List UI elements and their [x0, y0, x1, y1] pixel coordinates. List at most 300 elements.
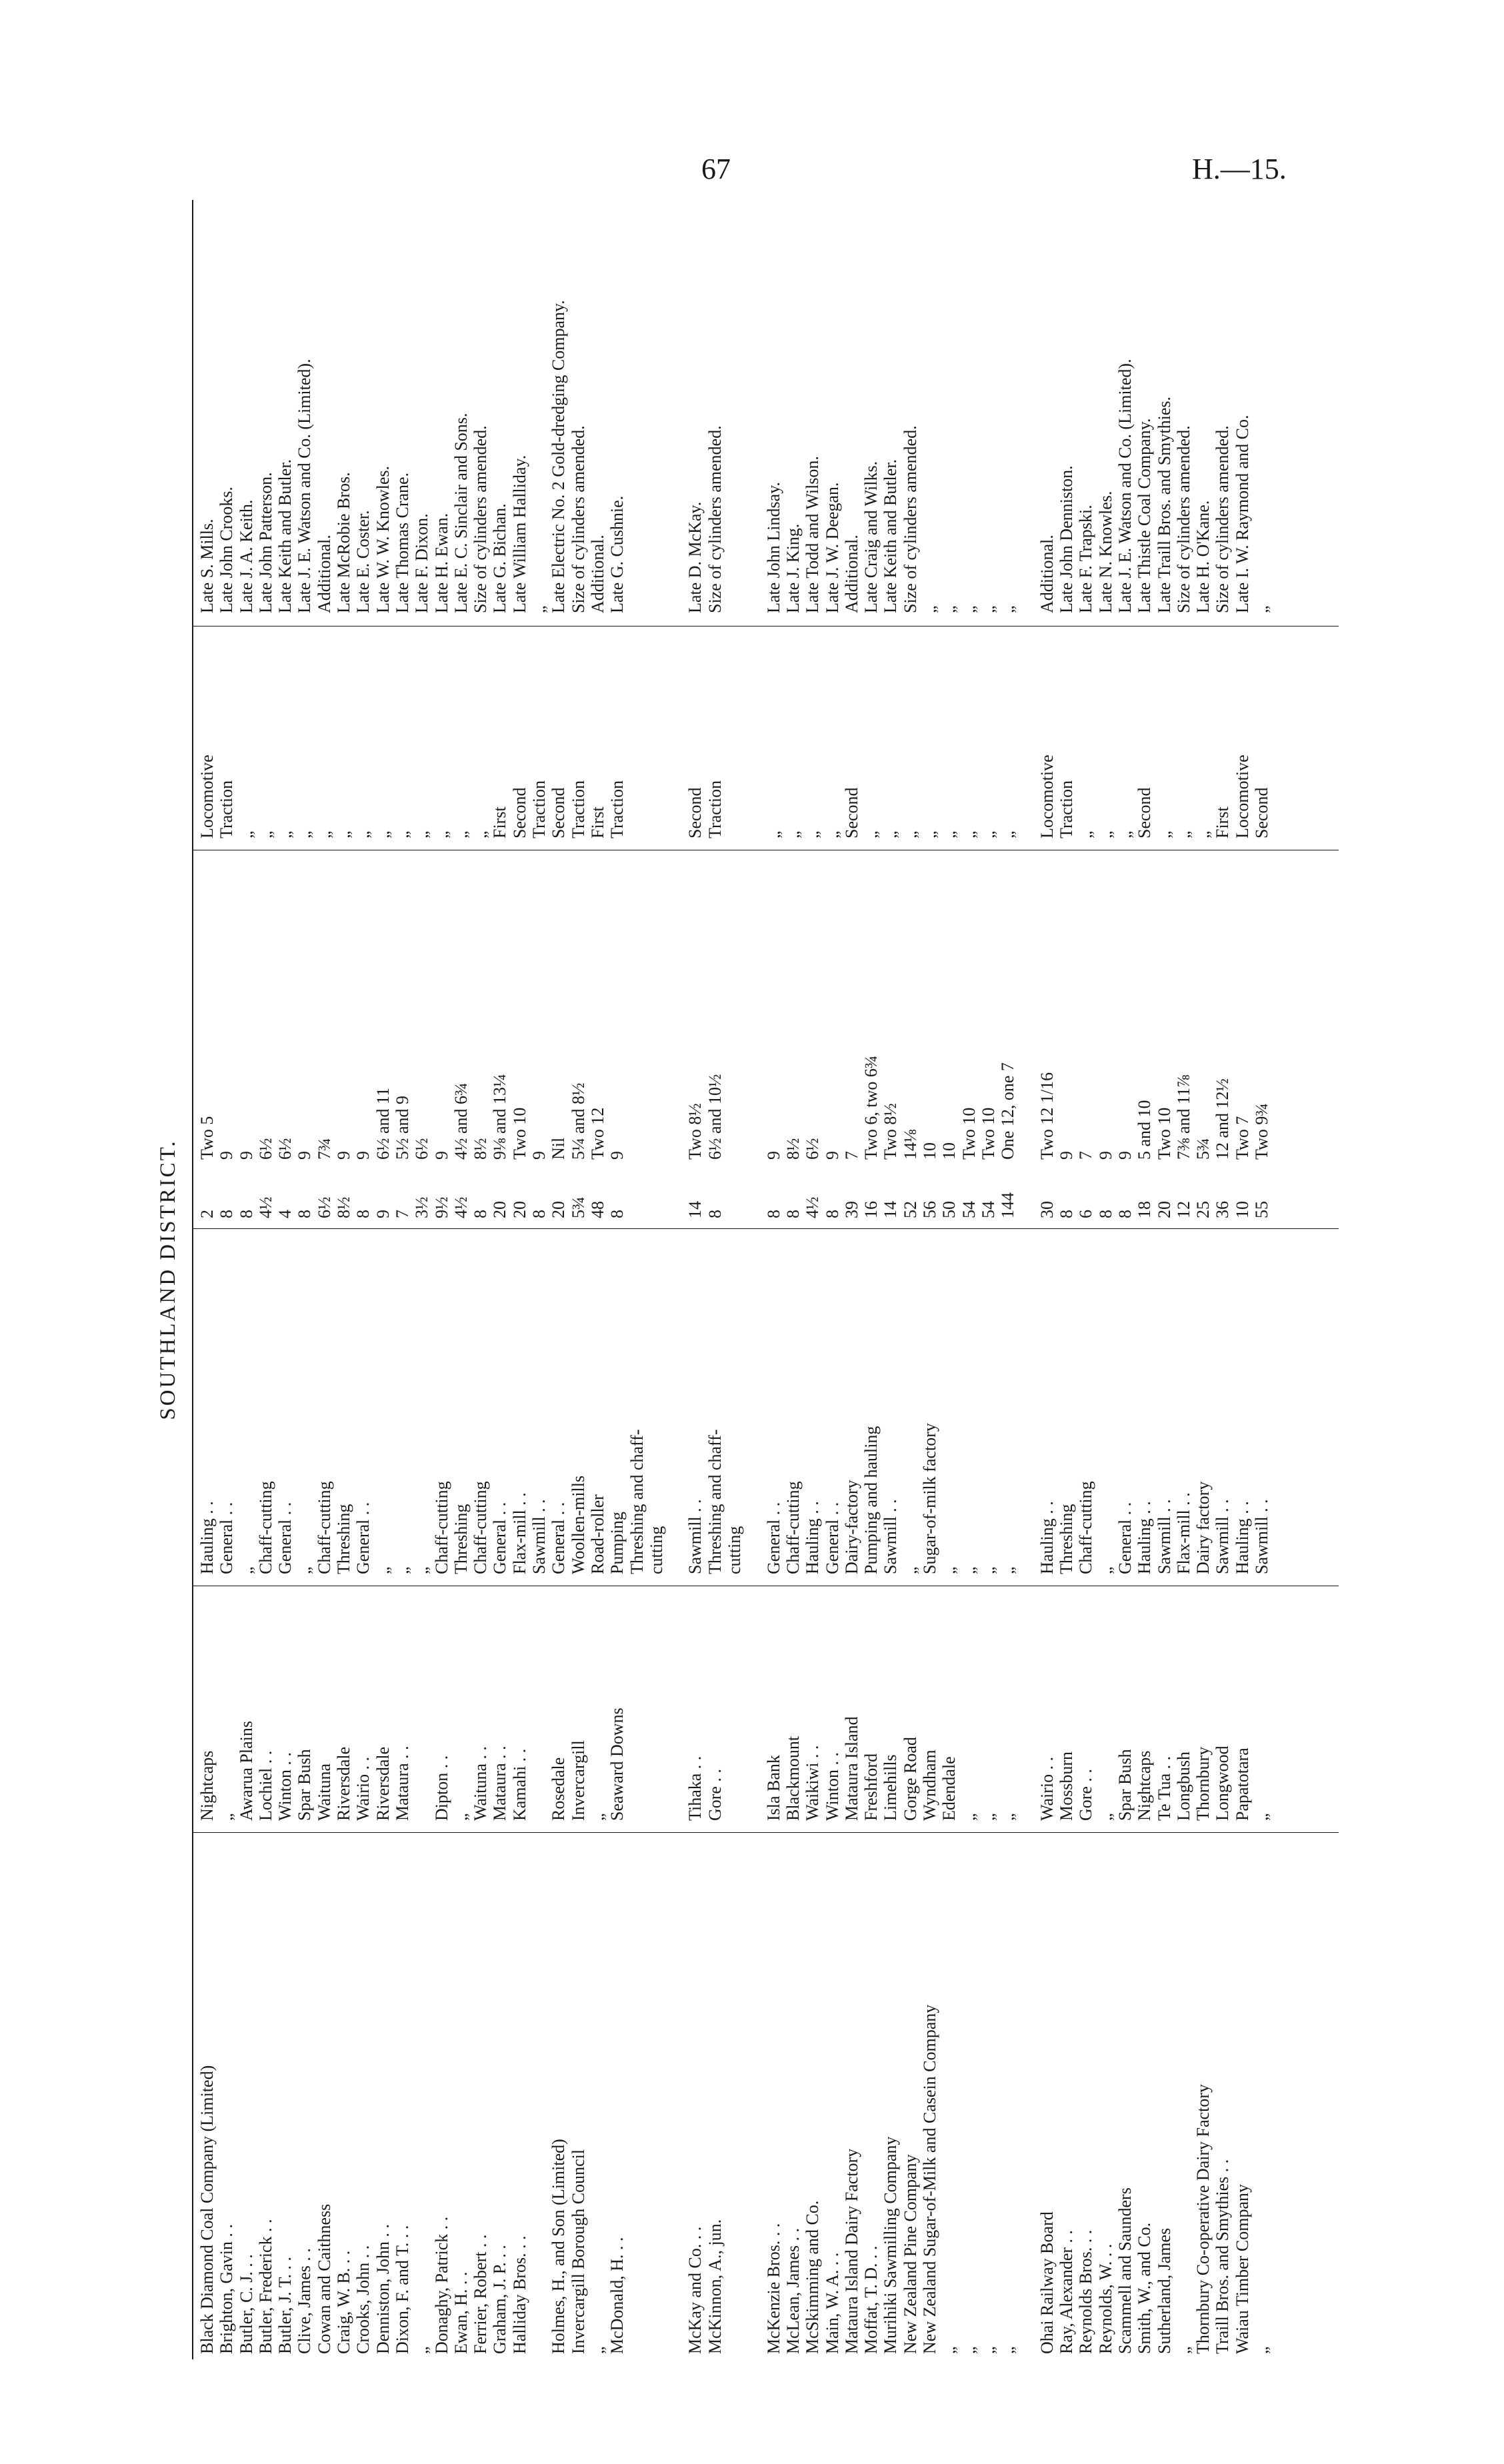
table-row [627, 200, 647, 2359]
class-cell: „ [803, 830, 823, 838]
horsepower-cell: 2 [197, 1210, 217, 1218]
owner-cell: „ [1173, 2346, 1193, 2354]
owner-cell: Butler, C. J. . . [236, 2254, 256, 2354]
table-row [823, 200, 842, 2359]
owner-cell: Clive, James . . [295, 2248, 315, 2354]
use-cell: „ [939, 1566, 959, 1574]
class-cell: „ [236, 830, 256, 838]
horsepower-cell: 56 [919, 1201, 939, 1218]
class-cell: „ [334, 830, 354, 838]
horsepower-cell: 9 [373, 1210, 393, 1218]
cylinders-cell: 10 [919, 1142, 939, 1160]
cylinders-cell: 7¾ [314, 1138, 334, 1160]
remarks-cell: Late John Denniston. [1057, 465, 1077, 613]
locality-cell: Riversdale [334, 1746, 354, 1821]
use-cell: General . . [275, 1502, 295, 1574]
remarks-cell: Late W. W. Knowles. [373, 466, 393, 613]
horsepower-cell: 30 [1037, 1201, 1057, 1218]
locality-cell: Mataura . . [490, 1746, 510, 1821]
remarks-cell: „ [998, 605, 1018, 613]
class-cell: „ [412, 830, 432, 838]
cylinders-cell: 5 and 10 [1135, 1100, 1155, 1160]
class-cell: „ [919, 830, 939, 838]
class-cell: „ [900, 830, 920, 838]
horsepower-cell: 18 [1135, 1201, 1155, 1218]
use-cell: General . . [549, 1502, 569, 1574]
table-row [1174, 200, 1193, 2359]
cylinders-cell: 6½ [255, 1138, 275, 1160]
horsepower-cell: 54 [978, 1201, 998, 1218]
table-row [861, 200, 881, 2359]
table-row [217, 200, 236, 2359]
use-cell: Hauling . . [1037, 1501, 1057, 1574]
class-cell: „ [1193, 830, 1213, 838]
use-cell: Dairy factory [1193, 1481, 1213, 1574]
row-gap [1017, 200, 1037, 2359]
remarks-cell: Late F. Trapski. [1076, 505, 1096, 613]
cylinders-cell: 5¼ and 8½ [568, 1082, 588, 1160]
class-cell: „ [392, 830, 412, 838]
use-cell: Chaff-cutting [255, 1481, 275, 1574]
locality-cell: Tihaka . . [685, 1756, 705, 1821]
table-row [471, 200, 490, 2359]
locality-cell: Waituna [314, 1764, 334, 1821]
table-row [783, 200, 803, 2359]
cylinders-cell: Two 10 [978, 1107, 998, 1160]
owner-cell: Moffat, T. D. . . [861, 2245, 881, 2354]
locality-cell: „ [998, 1813, 1018, 1821]
use-cell: Flax-mill . . [509, 1492, 529, 1574]
table-row [1155, 200, 1174, 2359]
table-row [353, 200, 373, 2359]
horsepower-cell: 8 [217, 1210, 237, 1218]
class-cell: Traction [607, 780, 627, 838]
class-cell: „ [471, 830, 491, 838]
remarks-cell: „ [978, 605, 998, 613]
table-row [920, 200, 939, 2359]
remarks-cell: Late William Halliday. [509, 455, 529, 613]
table-row [1096, 200, 1115, 2359]
class-cell: „ [978, 830, 998, 838]
table-row [647, 200, 666, 2359]
use-cell: „ [959, 1566, 979, 1574]
remarks-cell: Late J. E. Watson and Co. (Limited). [1115, 359, 1135, 613]
horsepower-cell: 52 [900, 1201, 920, 1218]
table-row [1252, 200, 1271, 2359]
locality-cell: Longbush [1173, 1752, 1193, 1821]
use-cell: Road-roller [587, 1494, 607, 1574]
owner-cell: Ewan, H. . . [451, 2271, 471, 2354]
use-cell: General . . [1115, 1502, 1135, 1574]
table-row [275, 200, 295, 2359]
class-cell: „ [783, 830, 803, 838]
use-cell: Sawmill . . [1213, 1499, 1233, 1574]
owner-cell: Butler, J. T. . . [275, 2256, 295, 2354]
class-cell: „ [959, 830, 979, 838]
horsepower-cell: 8 [529, 1210, 549, 1218]
table-row [979, 200, 998, 2359]
remarks-cell: Additional. [1037, 535, 1057, 613]
class-cell: „ [939, 830, 959, 838]
owner-cell: Waiau Timber Company [1232, 2183, 1252, 2354]
cylinders-cell: 6½ [412, 1138, 432, 1160]
locality-cell: Gorge Road [900, 1737, 920, 1821]
owner-cell: McKay and Co. . . [685, 2226, 705, 2354]
remarks-cell: Late Keith and Butler. [275, 459, 295, 613]
cylinders-cell: 7 [1076, 1151, 1096, 1160]
class-cell: Traction [568, 780, 588, 838]
cylinders-cell: Two 10 [509, 1107, 529, 1160]
use-cell: „ [900, 1566, 920, 1574]
owner-cell: McKenzie Bros. . . [763, 2223, 783, 2354]
table-row [451, 200, 471, 2359]
horsepower-cell: 20 [549, 1201, 569, 1218]
rotated-table [153, 200, 1353, 2359]
locality-cell: Limehills [881, 1754, 901, 1821]
page-reference: H.—15. [1192, 153, 1287, 185]
cylinders-cell: 5¾ [1193, 1138, 1213, 1160]
use-cell: Threshing and chaff- [705, 1429, 725, 1574]
table-row [1057, 200, 1076, 2359]
use-cell: „ [392, 1566, 412, 1574]
owner-cell: Craig, W. B. . . [334, 2250, 354, 2354]
owner-cell: Black Diamond Coal Company (Limited) [197, 2065, 217, 2354]
horsepower-cell: 8 [705, 1210, 725, 1218]
horsepower-cell: 8 [295, 1210, 315, 1218]
use-cell: Flax-mill . . [1173, 1492, 1193, 1574]
use-cell: General . . [217, 1502, 237, 1574]
horsepower-cell: 144 [998, 1192, 1018, 1218]
remarks-cell: „ [939, 605, 959, 613]
table-row [998, 200, 1017, 2359]
use-cell: Chaff-cutting [1076, 1481, 1096, 1574]
cylinders-cell: 9 [217, 1151, 237, 1160]
cylinders-cell: 9 [1095, 1151, 1115, 1160]
remarks-cell: Late Todd and Wilson. [803, 456, 823, 613]
use-cell: Hauling . . [803, 1501, 823, 1574]
remarks-cell: Late J. W. Deegan. [822, 482, 842, 613]
cylinders-cell: 9 [353, 1151, 373, 1160]
owner-cell: Cowan and Caithness [314, 2203, 334, 2354]
remarks-cell: Late I. W. Raymond and Co. [1232, 415, 1252, 613]
cylinders-cell: Two 8½ [685, 1103, 705, 1160]
class-cell: Locomotive [1037, 754, 1057, 838]
class-cell: „ [373, 830, 393, 838]
table-top-rule [192, 200, 193, 2359]
class-cell: „ [353, 830, 373, 838]
owner-cell: Crooks, John . . [353, 2245, 373, 2354]
locality-cell: Dipton . . [431, 1755, 451, 1821]
locality-cell: Waikiwi . . [803, 1745, 823, 1821]
horsepower-cell: 4½ [451, 1196, 471, 1218]
cylinders-cell: 10 [939, 1142, 959, 1160]
owner-cell: Mataura Island Dairy Factory [841, 2148, 861, 2354]
cylinders-cell: 5½ and 9 [392, 1095, 412, 1160]
owner-cell: Main, W. A. . . [822, 2252, 842, 2354]
horsepower-cell: 8 [1095, 1210, 1115, 1218]
cylinders-cell: One 12, one 7 [998, 1062, 1018, 1160]
table-row [607, 200, 627, 2359]
cylinders-cell: 8½ [471, 1138, 491, 1160]
owner-cell: Graham, J. P. . . [490, 2245, 510, 2354]
table-row [412, 200, 431, 2359]
class-cell: „ [431, 830, 451, 838]
locality-cell: Nightcaps [197, 1750, 217, 1821]
cylinders-cell: 9 [607, 1151, 627, 1160]
class-cell: Second [685, 787, 705, 838]
owner-cell: „ [978, 2346, 998, 2354]
remarks-cell: Late McRobie Bros. [334, 472, 354, 613]
cylinders-cell: 9⅛ and 13¼ [490, 1074, 510, 1160]
cylinders-cell: 9 [529, 1151, 549, 1160]
owner-cell: Scammell and Saunders [1115, 2187, 1135, 2354]
locality-cell: Wairio . . [1037, 1756, 1057, 1821]
district-title: SOUTHLAND DISTRICT. [156, 1139, 180, 1420]
locality-cell: Winton . . [275, 1752, 295, 1821]
use-cell: Chaff-cutting [783, 1481, 803, 1574]
use-cell: Chaff-cutting [471, 1481, 491, 1574]
table-row [393, 200, 412, 2359]
class-cell: „ [1076, 830, 1096, 838]
table-row [315, 200, 334, 2359]
class-cell: Locomotive [1232, 754, 1252, 838]
class-cell: Traction [529, 780, 549, 838]
horsepower-cell: 8½ [334, 1196, 354, 1218]
remarks-cell: Size of cylinders amended. [705, 425, 725, 613]
use-cell: General . . [490, 1502, 510, 1574]
table-row [256, 200, 275, 2359]
locality-cell: Mataura . . [392, 1746, 412, 1821]
table-row [705, 200, 725, 2359]
cylinders-cell: 7 [841, 1151, 861, 1160]
class-cell: Traction [217, 780, 237, 838]
use-cell: Pumping [607, 1512, 627, 1574]
locality-cell: „ [1095, 1813, 1115, 1821]
cylinders-cell: Two 12 [587, 1107, 607, 1160]
owner-cell: Sutherland, James [1154, 2227, 1174, 2354]
owner-cell: McSkimming and Co. [803, 2200, 823, 2354]
owner-cell: Halliday Bros. . . [509, 2235, 529, 2354]
use-cell: Sawmill . . [685, 1499, 705, 1574]
remarks-cell: Late E. Coster. [353, 510, 373, 613]
class-cell: First [490, 806, 510, 838]
locality-cell: „ [217, 1813, 237, 1821]
locality-cell: Thornbury [1193, 1746, 1213, 1821]
remarks-cell: Late Craig and Wilks. [861, 461, 881, 613]
horsepower-cell: 8 [1057, 1210, 1077, 1218]
class-cell: „ [881, 830, 901, 838]
horsepower-cell: 8 [353, 1210, 373, 1218]
owner-cell: „ [1252, 2346, 1272, 2354]
remarks-cell: Size of cylinders amended. [900, 425, 920, 613]
use-cell: General . . [822, 1502, 842, 1574]
table-row [1135, 200, 1154, 2359]
cylinders-cell: Two 6, two 6¾ [861, 1055, 881, 1160]
class-cell: „ [1173, 830, 1193, 838]
remarks-cell: Size of cylinders amended. [471, 425, 491, 613]
locality-cell: Mataura Island [841, 1716, 861, 1821]
horsepower-cell: 12 [1173, 1201, 1193, 1218]
class-cell: „ [275, 830, 295, 838]
class-cell: First [1213, 806, 1233, 838]
cylinders-cell: 9 [236, 1151, 256, 1160]
locality-cell: Edendale [939, 1756, 959, 1821]
use-cell: Hauling . . [1135, 1501, 1155, 1574]
locality-cell: Spar Bush [295, 1749, 315, 1821]
horsepower-cell: 6½ [314, 1196, 334, 1218]
class-cell: Traction [705, 780, 725, 838]
locality-cell: Rosedale [549, 1757, 569, 1821]
table-row [764, 200, 783, 2359]
table-row [569, 200, 588, 2359]
class-cell: „ [822, 830, 842, 838]
table-row [685, 200, 705, 2359]
cylinders-cell: Nil [549, 1137, 569, 1160]
owner-cell: „ [412, 2346, 432, 2354]
remarks-cell: Late J. A. Keith. [236, 499, 256, 613]
owner-cell: Traill Bros. and Smythies . . [1213, 2159, 1233, 2354]
table-row [1037, 200, 1057, 2359]
owner-cell: Donaghy, Patrick . . [431, 2216, 451, 2354]
locality-cell: Kamahi . . [509, 1748, 529, 1821]
horsepower-cell: 8 [783, 1210, 803, 1218]
horsepower-cell: 6 [1076, 1210, 1096, 1218]
remarks-cell: Late J. King. [783, 523, 803, 613]
cylinders-cell: 9 [1115, 1151, 1135, 1160]
use-cell: Sawmill . . [529, 1499, 549, 1574]
class-cell: Locomotive [197, 754, 217, 838]
remarks-cell: Size of cylinders amended. [568, 425, 588, 613]
horsepower-cell: 50 [939, 1201, 959, 1218]
cylinders-cell: 4½ and 6¾ [451, 1082, 471, 1160]
horsepower-cell: 54 [959, 1201, 979, 1218]
table-row [1193, 200, 1213, 2359]
owner-cell: Dixon, F. and T. . . [392, 2225, 412, 2354]
cylinders-cell: Two 7 [1232, 1116, 1252, 1160]
table-row [725, 200, 744, 2359]
remarks-cell: Late G. Cushnie. [607, 495, 627, 613]
horsepower-cell: 4½ [803, 1196, 823, 1218]
remarks-cell: Size of cylinders amended. [1173, 425, 1193, 613]
cylinders-cell: 14⅛ [900, 1129, 920, 1160]
cylinders-cell: 9 [295, 1151, 315, 1160]
class-cell: „ [1115, 830, 1135, 838]
class-cell: „ [295, 830, 315, 838]
use-cell: „ [998, 1566, 1018, 1574]
class-cell: Traction [1057, 780, 1077, 838]
locality-cell: Waituna . . [471, 1746, 491, 1821]
owner-cell: Invercargill Borough Council [568, 2149, 588, 2354]
use-cell: Sawmill . . [1252, 1499, 1272, 1574]
owner-cell: „ [959, 2346, 979, 2354]
owner-cell: Ohai Railway Board [1037, 2211, 1057, 2354]
horsepower-cell: 7 [392, 1210, 412, 1218]
owner-cell: Thornbury Co-operative Dairy Factory [1193, 2083, 1213, 2354]
owner-cell: McLean, James . . [783, 2227, 803, 2354]
locality-cell: Lochiel . . [255, 1750, 275, 1821]
class-cell: Second [549, 787, 569, 838]
cylinders-cell: Two 12 1/16 [1037, 1072, 1057, 1160]
locality-cell: Awarua Plains [236, 1721, 256, 1821]
cylinders-cell: 6½ and 10½ [705, 1074, 725, 1160]
remarks-cell: Late Thistle Coal Company. [1135, 418, 1155, 613]
remarks-cell: Late D. McKay. [685, 501, 705, 613]
owner-cell: McKinnon, A., jun. [705, 2219, 725, 2354]
locality-cell: Seaward Downs [607, 1708, 627, 1821]
use-cell: Threshing [1057, 1504, 1077, 1574]
table-row [803, 200, 822, 2359]
owner-cell: Smith, W., and Co. [1135, 2222, 1155, 2354]
locality-cell: Isla Bank [763, 1755, 783, 1821]
cylinders-cell: 9 [763, 1151, 783, 1160]
table-row [588, 200, 607, 2359]
remarks-cell: Late Electric No. 2 Gold-dredging Company. [549, 300, 569, 613]
owner-cell: Ray, Alexander . . [1057, 2229, 1077, 2354]
locality-cell: Riversdale [373, 1746, 393, 1821]
class-cell: Second [509, 787, 529, 838]
remarks-cell: Late J. E. Watson and Co. (Limited). [295, 359, 315, 613]
use-cell: Sugar-of-milk factory [919, 1423, 939, 1574]
class-cell: Second [841, 787, 861, 838]
remarks-cell: Late E. C. Sinclair and Sons. [451, 413, 471, 613]
remarks-cell: Late Thomas Crane. [392, 472, 412, 613]
use-cell: Threshing [334, 1504, 354, 1574]
table-row [1076, 200, 1095, 2359]
cylinders-cell: 9 [1057, 1151, 1077, 1160]
use-cell: General . . [353, 1502, 373, 1574]
class-cell: „ [451, 830, 471, 838]
owner-cell: Butler, Frederick . . [255, 2219, 275, 2354]
class-cell: „ [1095, 830, 1115, 838]
cylinders-cell: 9 [431, 1151, 451, 1160]
horsepower-cell: 4 [275, 1210, 295, 1218]
locality-cell: Nightcaps [1135, 1750, 1155, 1821]
horsepower-cell: 16 [861, 1201, 881, 1218]
owner-cell: Reynolds Bros. . . [1076, 2229, 1096, 2354]
use-cell: Chaff-cutting [431, 1481, 451, 1574]
use-cell: General . . [763, 1502, 783, 1574]
class-cell: „ [255, 830, 275, 838]
use-cell: „ [373, 1566, 393, 1574]
owner-cell: Ferrier, Robert . . [471, 2234, 491, 2354]
owner-cell: New Zealand Pine Company [900, 2154, 920, 2354]
locality-cell: „ [587, 1813, 607, 1821]
horsepower-cell: 36 [1213, 1201, 1233, 1218]
horsepower-cell: 8 [607, 1210, 627, 1218]
cylinders-cell: 6½ and 11 [373, 1087, 393, 1160]
horsepower-cell: 55 [1252, 1201, 1272, 1218]
horsepower-cell: 5¾ [568, 1196, 588, 1218]
locality-cell: Wyndham [919, 1750, 939, 1821]
use-cell: „ [978, 1566, 998, 1574]
class-cell: „ [861, 830, 881, 838]
class-cell: „ [1154, 830, 1174, 838]
owner-cell: „ [998, 2346, 1018, 2354]
use-cell: „ [1095, 1566, 1115, 1574]
locality-cell: Invercargill [568, 1740, 588, 1821]
horsepower-cell: 4½ [255, 1196, 275, 1218]
locality-cell: Longwood [1213, 1746, 1233, 1821]
table-row [549, 200, 568, 2359]
class-cell: „ [314, 830, 334, 838]
owner-cell: Brighton, Gavin . . [217, 2224, 237, 2354]
remarks-cell: Additional. [587, 535, 607, 613]
class-cell: „ [763, 830, 783, 838]
horsepower-cell: 20 [509, 1201, 529, 1218]
table-row [373, 200, 393, 2359]
owner-cell: „ [587, 2346, 607, 2354]
remarks-cell: Late Traill Bros. and Smythies. [1154, 397, 1174, 613]
